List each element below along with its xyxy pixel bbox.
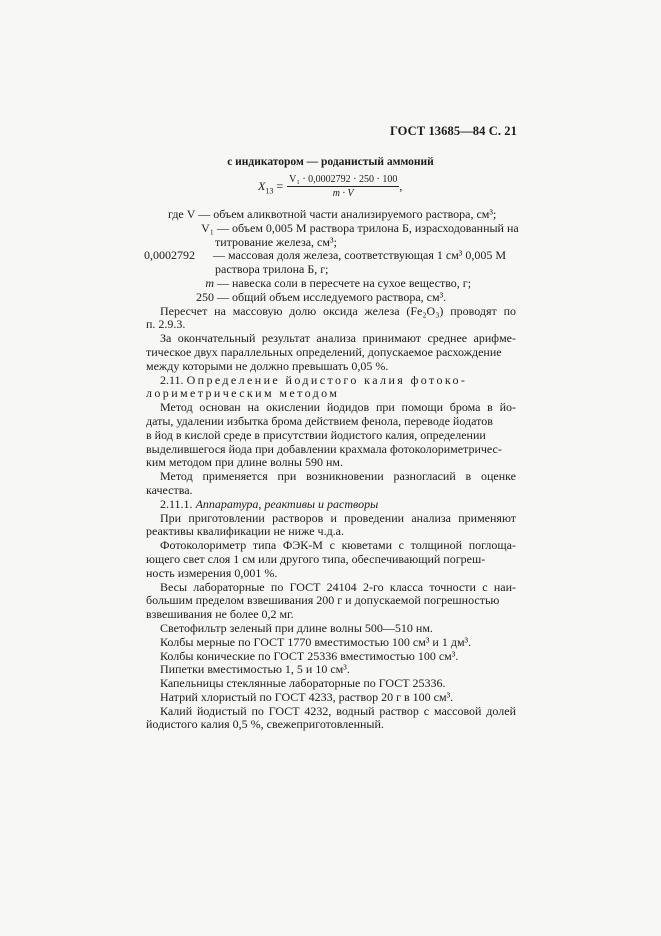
paragraph-line: между которыми не должно превышать 0,05 %. — [146, 358, 389, 373]
definition-row: где V — объем аликвотной части анализируемого раствора, см³; — [168, 207, 497, 221]
paragraph-line: ким методом при длине волны 590 нм. — [146, 455, 343, 470]
paragraph-line: большим пределом взвешивания 200 г и допускаемой погрешностью — [146, 593, 500, 608]
paragraph: Пипетки вместимостью 1, 5 и 10 см³. — [160, 662, 350, 677]
paragraph: Метод основан на окислении йодидов при помощи брома в йо- — [160, 400, 516, 415]
body-text — [144, 207, 519, 732]
paragraph-line: п. 2.9.3. — [146, 317, 186, 332]
section-2-11-1-heading: 2.11.1. Аппаратура, реактивы и растворы — [160, 496, 379, 511]
formula-denominator: m · V — [332, 188, 354, 199]
paragraph: Капельницы стеклянные лабораторные по ГОСТ 25336. — [160, 676, 446, 691]
paragraph: Калий йодистый по ГОСТ 4232, водный раствор с массовой долей — [160, 703, 516, 718]
formula-fraction — [287, 174, 399, 199]
formula-tail: , — [399, 179, 403, 193]
definition-row: m — навеска соли в пересчете на сухое вещество, г; — [205, 275, 472, 290]
paragraph: Пересчет на массовую долю оксида железа (Fe₂O₃) проводят по — [160, 303, 516, 318]
definition-row: 0,0002792 — массовая доля железа, соответствующая 1 см³ 0,005 М — [144, 248, 507, 263]
definition-row: V₁ — объем 0,005 М раствора трилона Б, израсходованный на — [201, 220, 519, 235]
paragraph-line: даты, удалении избытка брома действием фенола, переводе йодатов — [146, 413, 493, 428]
paragraph-line: качества. — [146, 482, 193, 497]
paragraph: Светофильтр зеленый при длине волны 500—510 нм. — [160, 620, 433, 635]
paragraph-line: йодистого калия 0,5 %, свежеприготовленный. — [146, 717, 384, 732]
paragraph: Метод применяется при возникновении разногласий в оценке — [160, 469, 516, 484]
paragraph: Натрий хлористый по ГОСТ 4233, раствор 20 г в 100 см³. — [160, 689, 454, 704]
paragraph: Колбы мерные по ГОСТ 1770 вместимостью 100 см³ и 1 дм³. — [160, 634, 472, 649]
formula-x13: $X_{13}$ = $\frac{\text{V₁ · 0,0002792 · 250 · 100}}{m \cdot V}$ , — [258, 174, 403, 199]
paragraph-line: выделившегося йода при добавлении крахмала фотоколориметричес- — [146, 441, 502, 456]
formula-lhs: $X_{13}$ — [258, 179, 274, 196]
paragraph-line: реактивы квалификации не ниже ч.д.а. — [146, 524, 344, 539]
definition-continuation: раствора трилона Б, г; — [215, 262, 329, 277]
paragraph: За окончательный результат анализа принимают среднее арифме- — [160, 331, 516, 346]
definition-continuation: титрование железа, см³; — [215, 234, 337, 249]
indicator-subtitle: с индикатором — роданистый аммоний — [227, 156, 434, 168]
paragraph-line: в йод в кислой среде в присутствии йодистого калия, определении — [146, 427, 486, 442]
paragraph: При приготовлении растворов и проведении анализа применяют — [160, 510, 516, 525]
formula-numerator: V₁ · 0,0002792 · 250 · 100 — [289, 174, 398, 185]
paragraph-line: ность измерения 0,001 %. — [146, 565, 278, 580]
paragraph-line: взвешивания не более 0,2 мг. — [146, 607, 294, 622]
paragraph: Весы лабораторные по ГОСТ 24104 2-го класса точности с наи- — [160, 579, 516, 594]
paragraph: Колбы конические по ГОСТ 25336 вместимостью 100 см³. — [160, 648, 459, 663]
definition-row: 250 — общий объем исследуемого раствора, см³. — [196, 289, 447, 304]
definitions-list — [144, 207, 519, 305]
section-2-11-heading-cont: лориметрическим методом — [146, 386, 340, 401]
page-header: ГОСТ 13685—84 С. 21 — [389, 124, 517, 138]
section-2-11-heading: 2.11. Определение йодистого калия фотоко- — [160, 372, 468, 387]
paragraph-line: ющего свет слоя 1 см или другого типа, обеспечивающий погреш- — [146, 551, 486, 566]
paragraph-line: тическое двух параллельных определений, допускаемое расхождение — [146, 344, 502, 359]
paragraph: Фотоколориметр типа ФЭК-М с кюветами с толщиной поглоща- — [160, 538, 516, 553]
